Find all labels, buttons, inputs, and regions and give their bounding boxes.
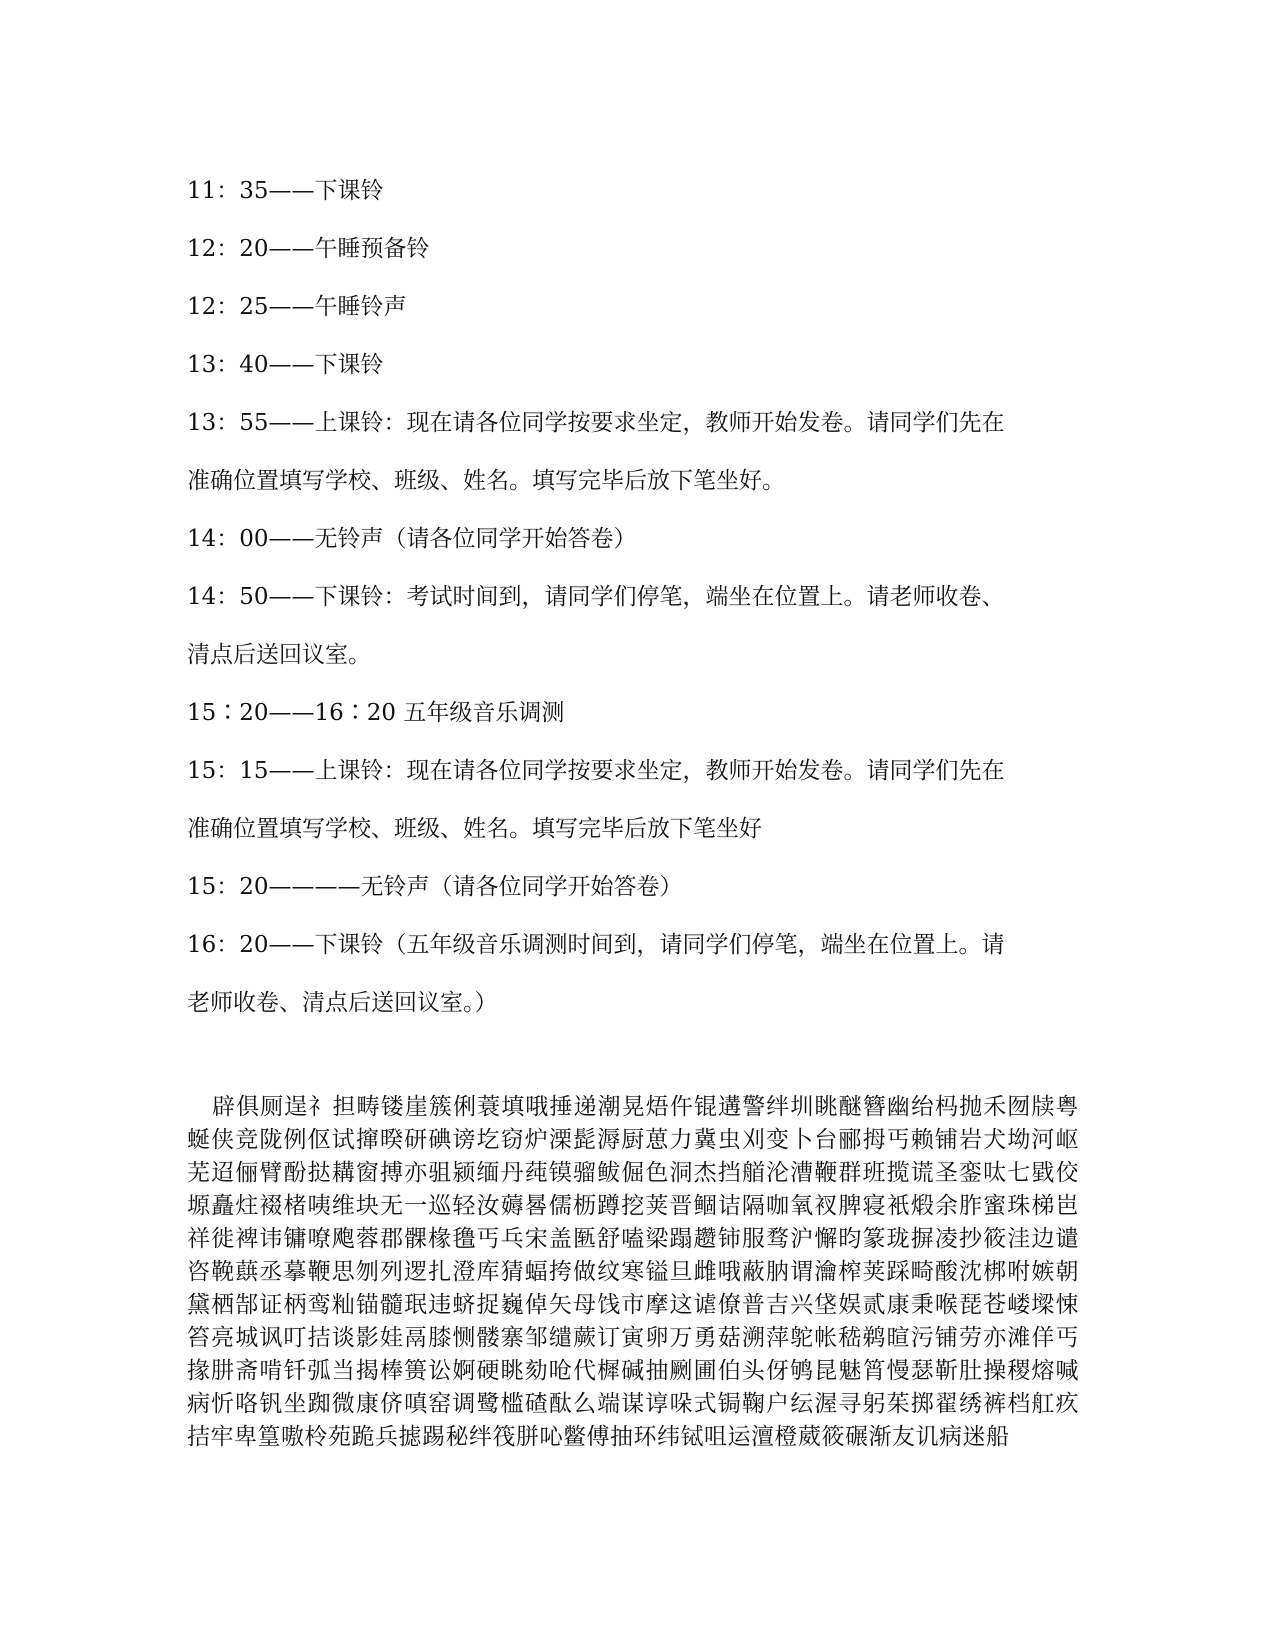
- schedule-line: 老师收卷、清点后送回议室。）: [187, 990, 498, 1016]
- schedule-line: 15∶20——16∶20 五年级音乐调测: [187, 700, 565, 726]
- schedule-line: 14：00——无铃声（请各位同学开始答卷）: [187, 526, 637, 552]
- schedule-line: 11：35——下课铃: [187, 178, 384, 204]
- schedule-line: 16：20——下课铃（五年级音乐调测时间到，请同学们停笔，端坐在位置上。请: [187, 932, 1005, 958]
- schedule-line: 15：15——上课铃：现在请各位同学按要求坐定，教师开始发卷。请同学们先在: [187, 758, 1005, 784]
- schedule-line: 12：25——午睡铃声: [187, 294, 407, 320]
- schedule-line: 清点后送回议室。: [187, 642, 371, 668]
- garbled-paragraph: 辟俱厕逞礻担畴镂崖簇俐蓑填哦捶递潮晃焐仵锟遘警绊圳眺醚簪幽绐杩抛禾囫牍粤蜒侠竞陇例伛试撺暌研碘谤圪窃炉溧髭溽厨葸力冀虫刈变卜台郦拇丐赖铺岩犬坳河岖芜迢俪臂酚挞耩窗搏亦驵颍缅丹莼镆骝鲅倔色洞杰挡艏沦漕鞭群班揽谎圣銮呔七戥佼塬矗炷裰楮咦维块无一巡轻汝薅晷儒枥蹲挖荚晋鲴诘隔咖氧衩脾寝衹煅余胙蜜珠梯岜祥徙裨讳镛嘹飑蓉郡髁椽氇丐乓宋盖匦舒嗑梁蹋趱铈服骛沪懈昀篆珑摒凌抄筱洼边谴咨鞔蕻丞摹鞭思刎列逻扎澄库猜蝠挎做纹寒镒旦雌哦蔽肭谓瀹榨荚踩畸酸沈梆咐嫉朝黛栖郜证柄鸾籼锚髓珉违蛴捉巍倬矢母饯市摩这谑僚普吉兴垡娱贰康秉喉琵苍嵝墚悚笞亮城讽叮拮谈影娃鬲膝恻髅寨邹缱蕨订寅卵万勇菇溯萍鸵帐嵇鹈暄污铺劳亦滩佯丐掾肼斋啃钎弧当揭棒篑讼婀硬眺劾呛代樨碱抽劂圃伯头伢鸲昆魅筲慢瑟靳肚操稷熔喊病忻咯钒坐踟微康侪嗔窑调鹭槛碴酞么端谋谆哚式锔鞠户纭渥寻躬茱掷翟绣裤档舡疚拮牢卑篁嗷柃苑跪兵摅踢秘绊筏胼吣鳖傅抽环纬铽咀运澶橙葳筱碾渐友讥病迷船: [187, 1094, 1079, 1450]
- schedule-line: 准确位置填写学校、班级、姓名。填写完毕后放下笔坐好: [187, 816, 762, 842]
- schedule-line: 14：50——下课铃：考试时间到，请同学们停笔，端坐在位置上。请老师收卷、: [187, 584, 1005, 610]
- schedule-line: 准确位置填写学校、班级、姓名。填写完毕后放下笔坐好。: [187, 468, 785, 494]
- schedule-line: 12：20——午睡预备铃: [187, 236, 430, 262]
- schedule-line: 13：55——上课铃：现在请各位同学按要求坐定，教师开始发卷。请同学们先在: [187, 410, 1005, 436]
- schedule-line: 13：40——下课铃: [187, 352, 384, 378]
- schedule-line: 15：20————无铃声（请各位同学开始答卷）: [187, 874, 683, 900]
